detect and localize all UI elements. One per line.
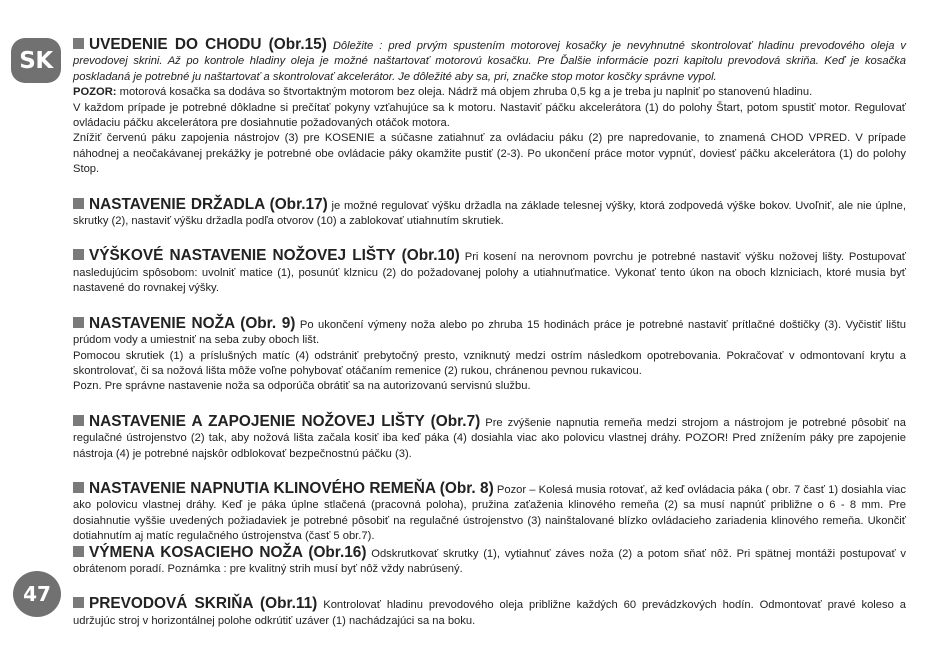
section-heading: VÝŠKOVÉ NASTAVENIE NOŽOVEJ LIŠTY (Obr.10) xyxy=(89,247,460,265)
section-heading: UVEDENIE DO CHODU (Obr.15) xyxy=(89,36,327,53)
section-blade-replacement xyxy=(73,545,906,578)
section-intro: Dôležite : pred prvým spustením motorovej kosačky je nevyhnutné skontrolovať hladinu prevodového oleja v prevodovej skrini. Až po kontrole hladiny oleja je možné naštartovať motorovú kosačku. Pre Ďalšie informácie pozri kapitolu prevodová skriňa. Keď je kosačka poskladaná je potrebné ju naštartovať a skontrolovať akcelerátor. Je dôležité aby sa, pri, značke stop motor kosčky správne vypol. xyxy=(73,40,907,83)
section-paragraph: V každom prípade je potrebné dôkladne si prečítať pokyny vzťahujúce sa k motoru. Nastaviť páčku akcelerátora (1) do polohy Štart, potom spustiť motor. Regulovať ovládaciu páčku akcelerátora pre dosiahnutie požadovaných otáčok motora. xyxy=(73,101,906,130)
section-text: Pri kosení na nerovnom povrchu je potrebné nastaviť výšku nožovej lišty. Postupovať nasledujúcim spôsobom: uvolniť matice (1), posunúť klznicu (2) do požadovanej polohy a utiahnuťmatice. Vykonať tento úkon na oboch klzniciach, ktoré musia byť nastavené do rovnakej výšky. xyxy=(73,251,906,295)
section-text: Pozor – Kolesá musia rotovať, až keď ovládacia páka ( obr. 7 časť 1) dosiahla viac ako polovicu vlastnej dráhy. Keď je páka úplne stlačená (pracovná poloha), pružina zaťaženia klinového remeňa (2) sa musí napnúť približne o 6 - 8 mm. Pre dosiahnutie vyššie uvedených požiadaviek je potrebné pôsobiť na regulačné ústrojenstvo (3) nainštalované blízko ovládacieho zariadenia klinového remeňa. Ukončiť dotiahnutím aj matíc regulačného ústrojenstva (časť 5 obr.7). xyxy=(73,483,906,543)
section-heading: NASTAVENIE NAPNUTIA KLINOVÉHO REMEŇA (Obr. 8) xyxy=(89,479,494,497)
square-bullet-icon xyxy=(73,546,84,557)
section-paragraph: Pomocou skrutiek (1) a príslušných matíc (4) odstrániť prebytočný presto, vzniknutý medzi ostrím následkom opotrebovania. Pokračovať v odmontovaní krytu a skontrolovať, či sa nožová lišta môže voľne pohybovať otáčaním remenice (2) rukou, chránenou pevnou rukavicou. xyxy=(73,349,906,377)
square-bullet-icon xyxy=(73,597,84,608)
language-badge: SK xyxy=(11,38,61,83)
section-text: Po ukončení výmeny noža alebo po zhruba 15 hodinách práce je potrebné nastaviť prítlačné doštičky (3). Vyčistiť lištu prúdom vody a umiestniť na seba zuby oboch lišt. xyxy=(73,318,906,347)
square-bullet-icon xyxy=(73,482,84,493)
section-heading: VÝMENA KOSACIEHO NOŽA (Obr.16) xyxy=(89,543,367,561)
section-paragraph: Znížiť červenú páku zapojenia nástrojov (3) pre KOSENIE a súčasne zatiahnuť za ovládaciu páku (2) pre napredovanie, to znamená CHOD VPRED. V prípade náhodnej a neočakávanej prekážky je potrebné obe ovládacie páky okamžite pustiť (2-3). Po ukončení práce motor vypnúť, doviesť páčku akcelerátora (1) do polohy Stop. xyxy=(73,132,906,176)
square-bullet-icon xyxy=(73,249,84,260)
section-text: je možné regulovať výšku držadla na základe telesnej výšky, ktorá zodpovedá výške bokov. Uvoľniť, ale nie úplne, skrutky (2), nastaviť výšku držadla podľa otvorov (10) a zablokovať utiahnutím skrutiek. xyxy=(73,199,906,228)
page-number: 47 xyxy=(13,571,61,617)
section-gearbox xyxy=(73,596,906,629)
section-heading: NASTAVENIE DRŽADLA (Obr.17) xyxy=(89,195,328,213)
section-bar-engagement xyxy=(73,414,906,462)
section-paragraph: Pozn. Pre správne nastavenie noža sa odporúča obrátiť sa na autorizovanú servisnú službu. xyxy=(73,380,531,393)
section-belt-tension xyxy=(73,481,906,545)
square-bullet-icon xyxy=(73,38,84,49)
square-bullet-icon xyxy=(73,317,84,328)
section-paragraph xyxy=(73,85,906,100)
section-bar-height-adjustment xyxy=(73,248,906,296)
section-start-up xyxy=(73,37,906,178)
section-heading: PREVODOVÁ SKRIŇA (Obr.11) xyxy=(89,595,318,613)
section-heading: NASTAVENIE NOŽA (Obr. 9) xyxy=(89,314,296,332)
section-blade-adjustment xyxy=(73,316,906,395)
section-text: Pre zvýšenie napnutia remeňa medzi strojom a nástrojom je potrebné pôsobiť na regulačné ústrojenstvo (2) tak, aby nožová lišta začala kosiť iba keď páka (4) dosiahla viac ako polovicu vlastnej dráhy. POZOR! Pred znížením páky pre zapojenie nástroja (4) je potrebné najskôr odblokovať bezpečnostnú páčku (3). xyxy=(73,416,906,460)
square-bullet-icon xyxy=(73,198,84,209)
warning-text: motorová kosačka sa dodáva so štvortaktným motorom bez oleja. Nádrž má objem zhruba 0,5 kg a je treba ju naplniť po stanovenú hladinu. xyxy=(116,86,813,99)
warning-label: POZOR: xyxy=(73,86,117,99)
section-handle-adjustment xyxy=(73,197,906,230)
section-text: Odskrutkovať skrutky (1), vytiahnuť záves noža (2) a potom sňať nôž. Pri spätnej montáži postupovať v obrátenom poradí. Poznámka : pre kvalitný strih musí byť nôž vždy nabrúsený. xyxy=(73,547,907,575)
section-heading: NASTAVENIE A ZAPOJENIE NOŽOVEJ LIŠTY (Obr.7) xyxy=(89,412,481,430)
section-text: Kontrolovať hladinu prevodového oleja približne každých 60 prevádzkových hodín. Odmontovať pravé koleso a udržujúc stroj v horizontálnej polohe odkrútiť uzáver (1) nachádzajúci sa na boku. xyxy=(73,599,906,627)
manual-content xyxy=(73,37,906,629)
square-bullet-icon xyxy=(73,415,84,426)
